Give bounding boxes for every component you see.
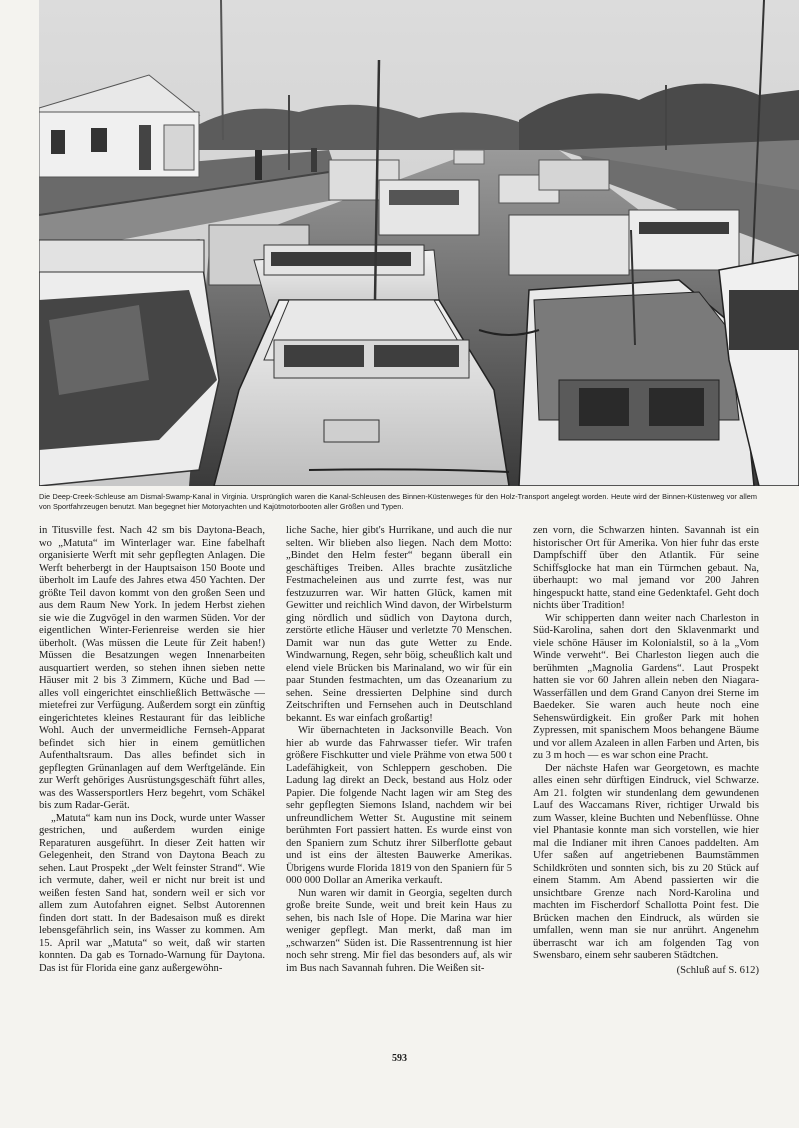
column-2 xyxy=(286,525,512,1050)
paragraph: Der nächste Hafen war Georgetown, es machte alles einen sehr dürftigen Eindruck, viel Schwarze. Am 21. folgten wir stundenlang dem gewundenen Lauf des Waccamans River, richtiger Urwald bis zum Wasser, kleine Buchten und Nebenflüsse. Ohne viel Phantasie konnte man sich vorstellen, wie hier mal die Indianer mit ihren Canoes paddelten. Am Ufer saßen auf angetriebenen Baumstämmen Schildkröten und sonnten sich, bis zu 20 Stück auf einem Stamm. Am Abend passierten wir die unsichtbare Grenze nach Nord-Karolina und machten im Fischerdorf Schallotta Point fest. Die Brücken machen den Eindruck, als würden sie umfallen, wenn man sie nur anrührt. Angenehm überrascht war ich am folgenden Tag von Swensbaro, einem sehr sauberen Städtchen. xyxy=(533,762,759,961)
paragraph: Nun waren wir damit in Georgia, segelten durch große breite Sunde, weit und breit kein Haus zu sehen, bis nach Isle of Hope. Die Marina war hier weniger gepflegt. Man merkt, daß man im „schwarzen“ Süden ist. Die Rassentrennung ist hier noch sehr streng. Mir fiel das besonders auf, als wir im Bus nach Savannah fuhren. Die Weißen sit- xyxy=(286,887,512,974)
paragraph: in Titusville fest. Nach 42 sm bis Daytona-Beach, wo „Matuta“ im Winterlager war. Eine fabelhaft organisierte Werft mit sehr gepflegten Anlagen. Die Werft beherbergt in der Hauptsaison 150 Boote und überholt im Laufe des Jahres etwa 450 Yachten. Der größte Teil davon kommt von den großen Seen und aus dem Raum New York. In jedem Herbst ziehen sie wie die Zugvögel in den warmen Süden. Vor der eigentlichen Winter-Ferienreise werden sie hier überholt. (Was müssen die Leute für Zeit haben!) Müssen die Besatzungen wegen Innenarbeiten ausquartiert werden, so stehen ihnen sieben nette Häuser mit 2 bis 3 Zimmern, Küche und Bad — alles voll eingerichtet einschließlich Bettwäsche — mietefrei zur Verfügung. Außerdem sorgt ein zünftig eingerichtetes kleines Restaurant für das leibliche Wohl. Auch der unvermeidliche Fernseh-Apparat befindet sich hier in einem gemütlichen Aufenthaltsraum. Das alles befindet sich in gepflegten Grünanlagen auf dem Werftgelände. Ein zur Werft gehöriges Ausrüstungsgeschäft führt alles, was des Wassersportlers Herz begehrt, vom Schäkel bis zum Radar-Gerät. xyxy=(39,525,265,811)
paragraph: Wir schipperten dann weiter nach Charleston in Süd-Karolina, sahen dort den Sklavenmarkt und viele schöne Häuser im Kolonialstil, so à la „Vom Winde verweht“. Bei Charleston liegen auch die berühmten „Magnolia Gardens“. Laut Prospekt hatten sie vor 60 Jahren allein neben den Niagara-Wasserfällen und dem Grand Canyon drei Sterne im Baedeker. Sie waren auch heute noch eine Sehenswürdigkeit. Ein großer Park mit hohen Zypressen, mit spanischem Moos behangene Bäume und vor allem Azaleen in allen Farben und Arten, bis zu 3 m hoch — es war schon eine Pracht. xyxy=(533,612,759,761)
paragraph: liche Sache, hier gibt's Hurrikane, und auch die nur selten. Wir blieben also liegen. Nach dem Motto: „Bindet den Helm fester“ begann überall ein geschäftiges Treiben. Alles brachte zusätzliche Festmacheleinen aus und zurrte fest, was nur festzuzurren war. Wir hatten Glück, kamen mit Gewitter und reichlich Wind davon, der Wirbelsturm ging nördlich und südlich von Daytona durch, zerstörte etliche Häuser und verletzte 70 Menschen. Damit war nun das gute Wetter zu Ende. Windwarnung, Regen, sehr böig, scheußlich kalt und elend viele Brücken bis Marinaland, wo wir für ein paar Stunden festmachten, um das Ozeanarium zu sehen. Seine dressierten Delphine sind durch Zeitschriften und Fernsehen auch in Deutschland bekannt. Es war einfach großartig! xyxy=(286,525,512,724)
column-3 xyxy=(533,525,759,1050)
continuation-note: (Schluß auf S. 612) xyxy=(676,964,759,976)
figure-caption: Die Deep-Creek-Schleuse am Dismal-Swamp-Kanal in Virginia. Ursprünglich waren die Kanal-Schleusen des Binnen-Küstenweges für den Holz-Transport angelegt worden. Heute wird der Binnen-Küstenweg vor allem von Sportfahrzeugen benutzt. Man begegnet hier Motoryachten und Kajütmotorbooten aller Größen und Typen. xyxy=(39,492,757,511)
paragraph: zen vorn, die Schwarzen hinten. Savannah ist ein historischer Ort für Amerika. Von hier fuhr das erste Dampfschiff über den Atlantik. Für seine Schiffsglocke hat man ein Türmchen gebaut. Na, überhaupt: wo mal jemand vor 200 Jahren hingespuckt hatte, stand eine Gedenktafel. Geht doch nichts über Tradition! xyxy=(533,525,759,611)
paragraph: „Matuta“ kam nun ins Dock, wurde unter Wasser gestrichen, und außerdem wurden einige Reparaturen ausgeführt. In dieser Zeit hatten wir Gelegenheit, den Strand von Daytona Beach zu sehen. Laut Prospekt „der Welt feinster Strand“. Wie ich vermute, daher, weil er nicht nur breit ist und weißen festen Sand hat, sondern weil er sich vor allem zum Autofahren eignet. Selbst Autorennen finden dort statt. In der Badesaison muß es direkt lebensgefährlich sein, ins Wasser zu kommen. Am 15. April war „Matuta“ so weit, daß wir starten konnten. Da gab es Tornado-Warnung für Daytona. Das ist für Florida eine ganz außergewöhn- xyxy=(39,812,265,974)
column-1 xyxy=(39,525,265,1050)
paragraph: Wir übernachteten in Jacksonville Beach. Von hier ab wurde das Fahrwasser tiefer. Wir trafen größere Fischkutter und viele Prähme von etwa 500 t Ladefähigkeit, von Schleppern geschoben. Die Ladung lag direkt an Deck, bestand aus Holz oder Papier. Die folgende Nacht lagen wir am Steg des sehr gepflegten Siemons Island, nachdem wir bei unfreundlichem Wetter St. Augustine mit seinem berühmten Fort passiert hatten. Es wurde einst von den Spaniern zum Schutz ihrer Silberflotte gebaut und ist eins der ältesten Bauwerke Amerikas. Übrigens wurde Florida 1819 von den Spaniern für 5 000 000 Dollar an Amerika verkauft. xyxy=(286,725,512,886)
article-body xyxy=(39,525,759,1050)
page-number: 593 xyxy=(392,1053,407,1064)
lock-photograph xyxy=(39,0,799,486)
